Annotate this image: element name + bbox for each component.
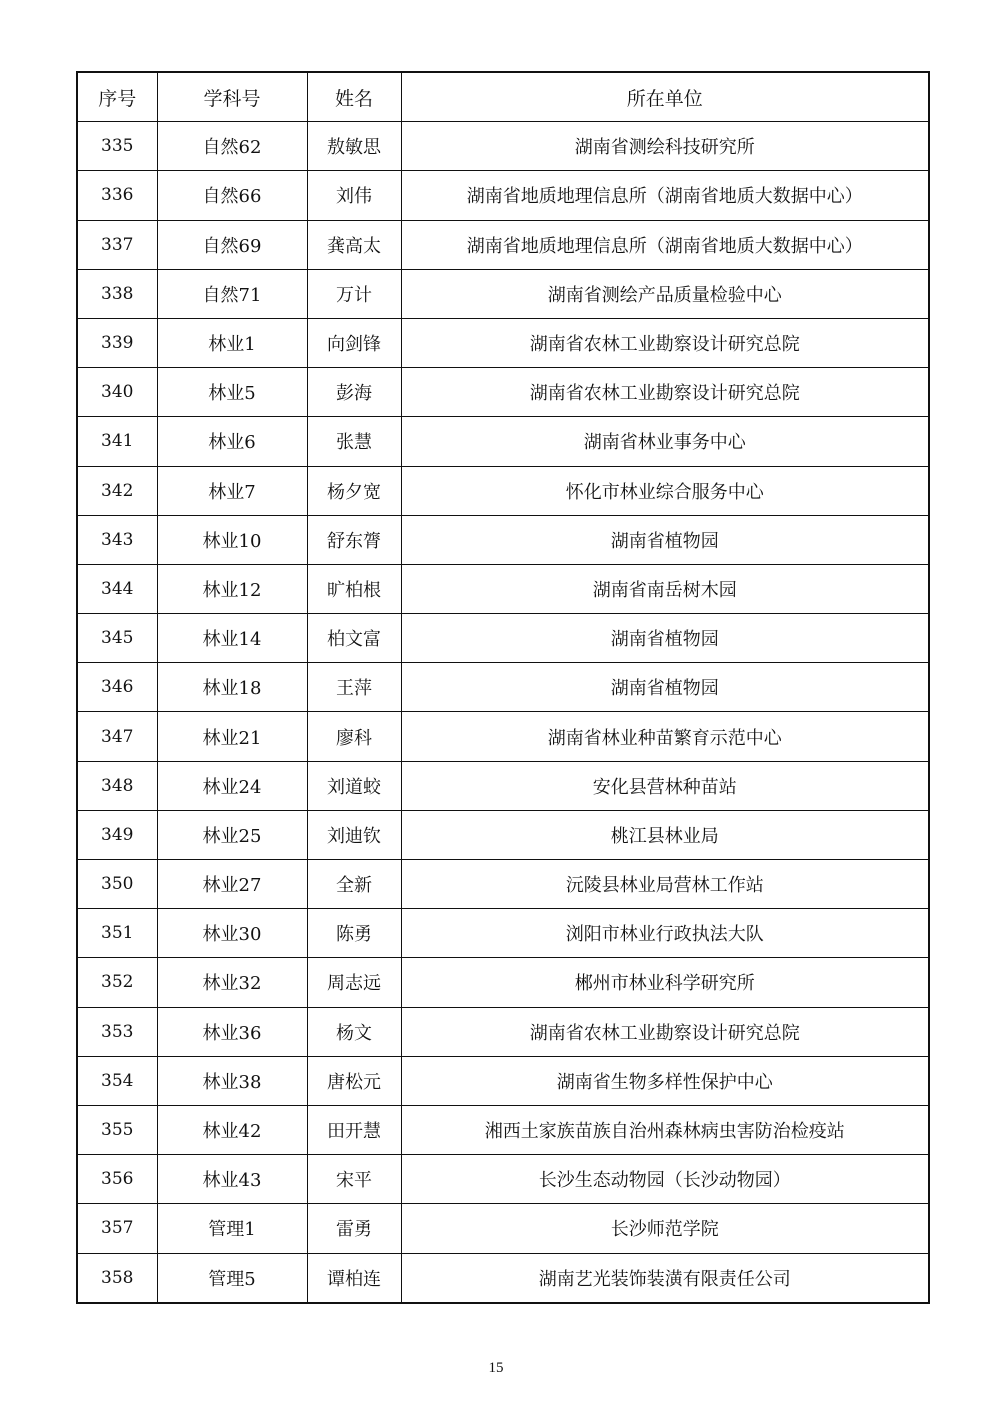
affiliation-cell: 湖南省南岳树木园 (401, 564, 929, 613)
subject-code-cell: 管理5 (157, 1253, 307, 1303)
table-row (77, 909, 929, 958)
table-row (77, 515, 929, 564)
name-cell: 舒东膂 (307, 515, 401, 564)
table-row (77, 1204, 929, 1253)
table-row (77, 761, 929, 810)
table-row (77, 1155, 929, 1204)
name-cell: 宋平 (307, 1155, 401, 1204)
name-cell: 田开慧 (307, 1105, 401, 1154)
serial-number-cell: 344 (77, 564, 157, 613)
serial-number-cell: 337 (77, 220, 157, 269)
table-row (77, 860, 929, 909)
serial-number-cell: 354 (77, 1056, 157, 1105)
table-row (77, 220, 929, 269)
name-cell: 刘迪钦 (307, 810, 401, 859)
subject-code-cell: 林业42 (157, 1105, 307, 1154)
affiliation-cell: 湖南艺光装饰装潢有限责任公司 (401, 1253, 929, 1303)
affiliation-cell: 沅陵县林业局营林工作站 (401, 860, 929, 909)
serial-number-cell: 349 (77, 810, 157, 859)
serial-number-cell: 342 (77, 466, 157, 515)
serial-number-cell: 357 (77, 1204, 157, 1253)
name-cell: 周志远 (307, 958, 401, 1007)
serial-number-cell: 348 (77, 761, 157, 810)
table-row (77, 269, 929, 318)
table-row (77, 417, 929, 466)
subject-code-cell: 自然62 (157, 122, 307, 171)
name-cell: 柏文富 (307, 614, 401, 663)
serial-number-cell: 353 (77, 1007, 157, 1056)
affiliation-cell: 湖南省测绘科技研究所 (401, 122, 929, 171)
affiliation-cell: 湖南省生物多样性保护中心 (401, 1056, 929, 1105)
name-cell: 谭柏连 (307, 1253, 401, 1303)
affiliation-cell: 湖南省植物园 (401, 614, 929, 663)
affiliation-cell: 湖南省植物园 (401, 515, 929, 564)
affiliation-cell: 湖南省测绘产品质量检验中心 (401, 269, 929, 318)
header-serial-number: 序号 (77, 72, 157, 122)
name-cell: 万计 (307, 269, 401, 318)
table-row (77, 958, 929, 1007)
subject-code-cell: 林业38 (157, 1056, 307, 1105)
name-cell: 旷柏根 (307, 564, 401, 613)
serial-number-cell: 335 (77, 122, 157, 171)
subject-code-cell: 自然71 (157, 269, 307, 318)
table-row (77, 122, 929, 171)
serial-number-cell: 340 (77, 368, 157, 417)
serial-number-cell: 351 (77, 909, 157, 958)
affiliation-cell: 湖南省农林工业勘察设计研究总院 (401, 368, 929, 417)
affiliation-cell: 湖南省农林工业勘察设计研究总院 (401, 1007, 929, 1056)
name-cell: 刘伟 (307, 171, 401, 220)
affiliation-cell: 湖南省林业种苗繁育示范中心 (401, 712, 929, 761)
serial-number-cell: 358 (77, 1253, 157, 1303)
subject-code-cell: 林业18 (157, 663, 307, 712)
table-row (77, 1253, 929, 1303)
subject-code-cell: 林业7 (157, 466, 307, 515)
serial-number-cell: 341 (77, 417, 157, 466)
serial-number-cell: 356 (77, 1155, 157, 1204)
subject-code-cell: 自然69 (157, 220, 307, 269)
affiliation-cell: 湖南省植物园 (401, 663, 929, 712)
affiliation-cell: 湘西土家族苗族自治州森林病虫害防治检疫站 (401, 1105, 929, 1154)
table-body (77, 122, 929, 1303)
table-header-row (77, 72, 929, 122)
name-cell: 雷勇 (307, 1204, 401, 1253)
name-cell: 龚高太 (307, 220, 401, 269)
affiliation-cell: 桃江县林业局 (401, 810, 929, 859)
subject-code-cell: 林业25 (157, 810, 307, 859)
affiliation-cell: 长沙师范学院 (401, 1204, 929, 1253)
header-affiliation: 所在单位 (401, 72, 929, 122)
serial-number-cell: 352 (77, 958, 157, 1007)
page-number: 15 (488, 1360, 504, 1376)
name-cell: 杨夕宽 (307, 466, 401, 515)
serial-number-cell: 350 (77, 860, 157, 909)
subject-code-cell: 林业30 (157, 909, 307, 958)
table-row (77, 1105, 929, 1154)
subject-code-cell: 自然66 (157, 171, 307, 220)
serial-number-cell: 347 (77, 712, 157, 761)
affiliation-cell: 湖南省农林工业勘察设计研究总院 (401, 318, 929, 367)
table-row (77, 368, 929, 417)
table-row (77, 171, 929, 220)
table-row (77, 712, 929, 761)
header-subject-code: 学科号 (157, 72, 307, 122)
name-cell: 向剑锋 (307, 318, 401, 367)
table-row (77, 1007, 929, 1056)
table-row (77, 466, 929, 515)
subject-code-cell: 林业10 (157, 515, 307, 564)
subject-code-cell: 林业43 (157, 1155, 307, 1204)
name-cell: 唐松元 (307, 1056, 401, 1105)
serial-number-cell: 343 (77, 515, 157, 564)
subject-code-cell: 林业5 (157, 368, 307, 417)
serial-number-cell: 338 (77, 269, 157, 318)
name-cell: 张慧 (307, 417, 401, 466)
name-cell: 王萍 (307, 663, 401, 712)
table-row (77, 810, 929, 859)
table-row (77, 1056, 929, 1105)
header-name: 姓名 (307, 72, 401, 122)
table-row (77, 318, 929, 367)
table-row (77, 564, 929, 613)
name-cell: 刘道蛟 (307, 761, 401, 810)
affiliation-cell: 湖南省林业事务中心 (401, 417, 929, 466)
affiliation-cell: 安化县营林种苗站 (401, 761, 929, 810)
serial-number-cell: 346 (77, 663, 157, 712)
subject-code-cell: 林业27 (157, 860, 307, 909)
table-row (77, 663, 929, 712)
serial-number-cell: 355 (77, 1105, 157, 1154)
affiliation-cell: 长沙生态动物园（长沙动物园） (401, 1155, 929, 1204)
subject-code-cell: 林业14 (157, 614, 307, 663)
name-cell: 彭海 (307, 368, 401, 417)
affiliation-cell: 湖南省地质地理信息所（湖南省地质大数据中心） (401, 171, 929, 220)
subject-code-cell: 管理1 (157, 1204, 307, 1253)
name-cell: 全新 (307, 860, 401, 909)
serial-number-cell: 345 (77, 614, 157, 663)
subject-code-cell: 林业6 (157, 417, 307, 466)
subject-code-cell: 林业32 (157, 958, 307, 1007)
name-cell: 杨文 (307, 1007, 401, 1056)
subject-code-cell: 林业21 (157, 712, 307, 761)
affiliation-cell: 湖南省地质地理信息所（湖南省地质大数据中心） (401, 220, 929, 269)
serial-number-cell: 336 (77, 171, 157, 220)
name-cell: 廖科 (307, 712, 401, 761)
affiliation-cell: 浏阳市林业行政执法大队 (401, 909, 929, 958)
affiliation-cell: 怀化市林业综合服务中心 (401, 466, 929, 515)
subject-code-cell: 林业24 (157, 761, 307, 810)
affiliation-cell: 郴州市林业科学研究所 (401, 958, 929, 1007)
subject-code-cell: 林业36 (157, 1007, 307, 1056)
subject-code-cell: 林业12 (157, 564, 307, 613)
subject-code-cell: 林业1 (157, 318, 307, 367)
table-row (77, 614, 929, 663)
roster-table (76, 71, 930, 1304)
serial-number-cell: 339 (77, 318, 157, 367)
name-cell: 陈勇 (307, 909, 401, 958)
name-cell: 敖敏思 (307, 122, 401, 171)
